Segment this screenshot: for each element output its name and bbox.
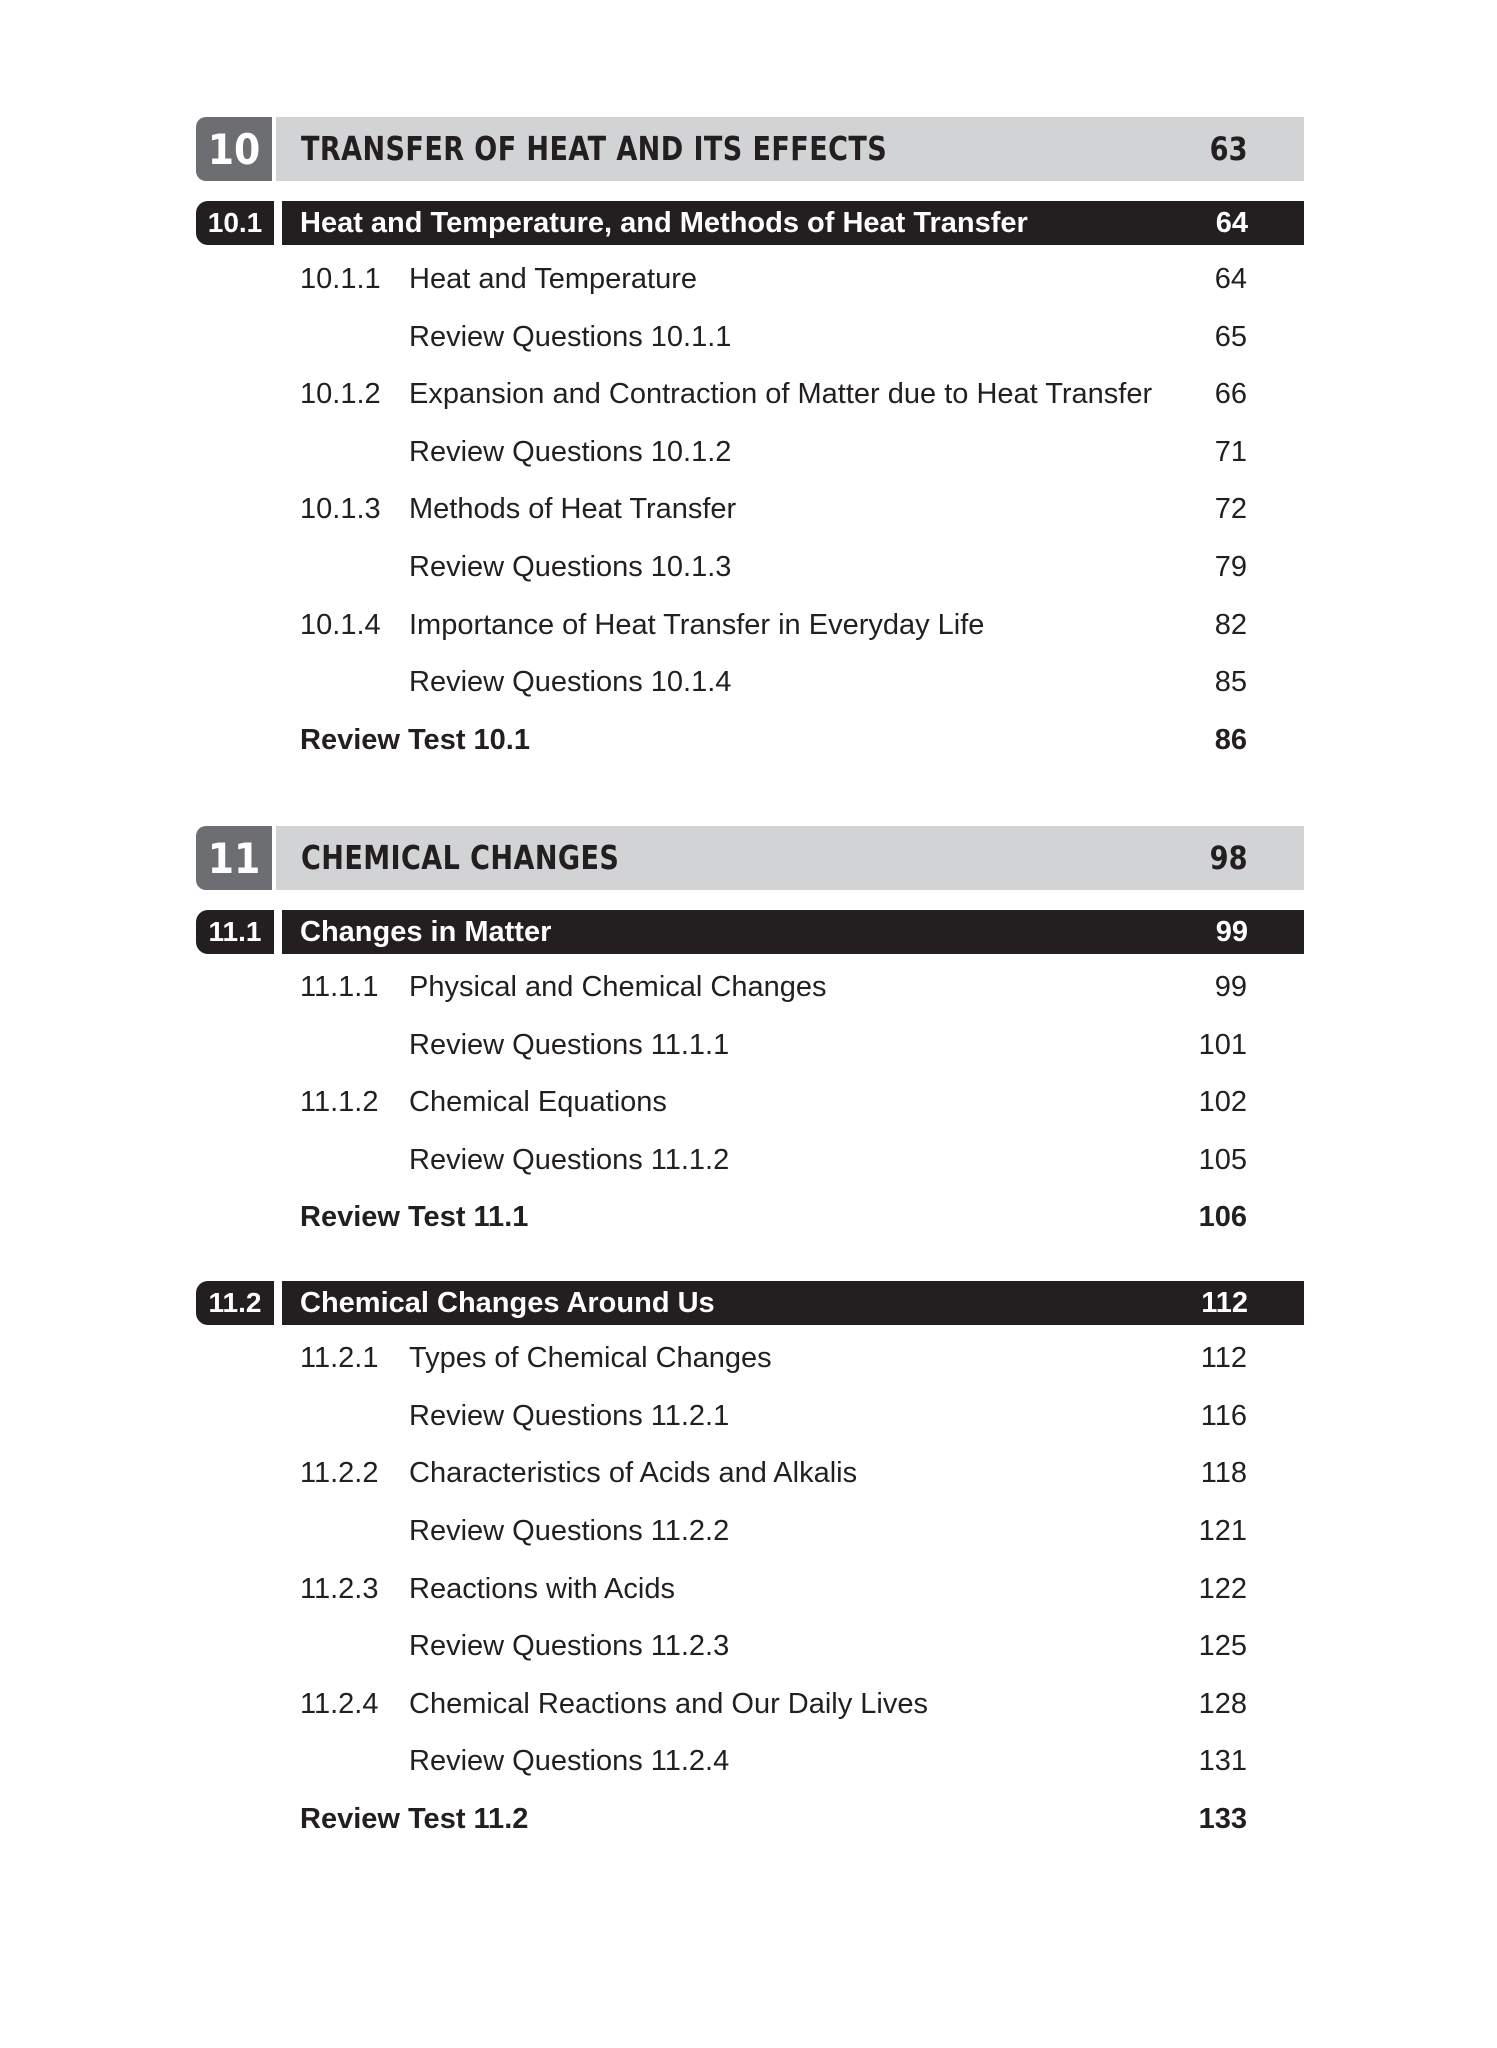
toc-review-entry bbox=[0, 317, 1497, 357]
section-number: 11.2 bbox=[196, 1281, 274, 1325]
entry-title: Chemical Equations bbox=[409, 1086, 667, 1118]
section-number: 10.1 bbox=[196, 201, 274, 245]
entry-number: 10.1.2 bbox=[300, 378, 381, 410]
entry-title: Review Questions 11.2.1 bbox=[409, 1400, 730, 1432]
entry-page: 122 bbox=[1198, 1573, 1247, 1605]
toc-entry bbox=[0, 489, 1497, 529]
toc-entry bbox=[0, 1338, 1497, 1378]
chapter-page: 98 bbox=[1210, 839, 1248, 877]
entry-number: 11.2.4 bbox=[300, 1688, 379, 1720]
entry-number: 11.2.3 bbox=[300, 1573, 379, 1605]
entry-title: Types of Chemical Changes bbox=[409, 1342, 772, 1374]
section-header bbox=[196, 1281, 1304, 1325]
toc-review-test bbox=[0, 1799, 1497, 1839]
entry-title: Review Questions 10.1.1 bbox=[409, 321, 732, 353]
entry-title: Methods of Heat Transfer bbox=[409, 493, 737, 525]
chapter-title: CHEMICAL CHANGES bbox=[301, 838, 620, 877]
entry-page: 79 bbox=[1214, 551, 1247, 583]
entry-title: Review Questions 10.1.4 bbox=[409, 666, 732, 698]
toc-review-entry bbox=[0, 662, 1497, 702]
section-title: Heat and Temperature, and Methods of Heat Transfer bbox=[300, 207, 1028, 239]
toc-entry bbox=[0, 259, 1497, 299]
entry-page: 72 bbox=[1214, 493, 1247, 525]
toc-entry bbox=[0, 967, 1497, 1007]
entry-page: 85 bbox=[1214, 666, 1247, 698]
entry-title: Review Questions 10.1.2 bbox=[409, 436, 732, 468]
entry-page: 125 bbox=[1198, 1630, 1247, 1662]
entry-page: 99 bbox=[1214, 971, 1247, 1003]
section-page: 99 bbox=[1215, 916, 1248, 948]
entry-page: 102 bbox=[1198, 1086, 1247, 1118]
entry-title: Heat and Temperature bbox=[409, 263, 698, 295]
entry-page: 128 bbox=[1198, 1688, 1247, 1720]
entry-page: 105 bbox=[1198, 1144, 1247, 1176]
toc-entry bbox=[0, 1569, 1497, 1609]
entry-number: 10.1.4 bbox=[300, 609, 381, 641]
toc-entry bbox=[0, 605, 1497, 645]
entry-page: 112 bbox=[1200, 1342, 1247, 1374]
toc-review-entry bbox=[0, 432, 1497, 472]
entry-title: Review Questions 11.1.1 bbox=[409, 1029, 730, 1061]
entry-title: Importance of Heat Transfer in Everyday Life bbox=[409, 609, 985, 641]
entry-number: 11.2.1 bbox=[300, 1342, 379, 1374]
chapter-number: 11 bbox=[196, 826, 272, 890]
toc-review-entry bbox=[0, 1626, 1497, 1666]
entry-title: Reactions with Acids bbox=[409, 1573, 675, 1605]
entry-page: 65 bbox=[1214, 321, 1247, 353]
review-test-title: Review Test 10.1 bbox=[300, 724, 530, 756]
section-page: 112 bbox=[1201, 1287, 1248, 1319]
entry-title: Characteristics of Acids and Alkalis bbox=[409, 1457, 858, 1489]
entry-page: 131 bbox=[1198, 1745, 1247, 1777]
toc-review-test bbox=[0, 720, 1497, 760]
review-test-page: 106 bbox=[1198, 1201, 1247, 1233]
section-title: Changes in Matter bbox=[300, 916, 552, 948]
entry-page: 71 bbox=[1214, 436, 1247, 468]
toc-review-entry bbox=[0, 1741, 1497, 1781]
entry-page: 82 bbox=[1214, 609, 1247, 641]
review-test-title: Review Test 11.1 bbox=[300, 1201, 529, 1233]
entry-title: Physical and Chemical Changes bbox=[409, 971, 827, 1003]
chapter-header bbox=[196, 117, 1304, 181]
toc-review-test bbox=[0, 1197, 1497, 1237]
entry-page: 118 bbox=[1200, 1457, 1247, 1489]
entry-number: 10.1.3 bbox=[300, 493, 381, 525]
toc-entry bbox=[0, 1684, 1497, 1724]
entry-title: Review Questions 11.2.3 bbox=[409, 1630, 730, 1662]
entry-title: Review Questions 10.1.3 bbox=[409, 551, 732, 583]
entry-title: Chemical Reactions and Our Daily Lives bbox=[409, 1688, 928, 1720]
review-test-page: 86 bbox=[1214, 724, 1247, 756]
entry-page: 116 bbox=[1200, 1400, 1247, 1432]
section-header bbox=[196, 201, 1304, 245]
toc-review-entry bbox=[0, 1396, 1497, 1436]
entry-title: Expansion and Contraction of Matter due to Heat Transfer bbox=[409, 378, 1153, 410]
entry-number: 11.1.2 bbox=[300, 1086, 379, 1118]
chapter-number: 10 bbox=[196, 117, 272, 181]
toc-entry bbox=[0, 1453, 1497, 1493]
chapter-page: 63 bbox=[1210, 130, 1248, 168]
review-test-page: 133 bbox=[1198, 1803, 1247, 1835]
entry-title: Review Questions 11.1.2 bbox=[409, 1144, 730, 1176]
review-test-title: Review Test 11.2 bbox=[300, 1803, 529, 1835]
entry-number: 11.1.1 bbox=[300, 971, 379, 1003]
toc-review-entry bbox=[0, 1025, 1497, 1065]
entry-number: 10.1.1 bbox=[300, 263, 381, 295]
chapter-title: TRANSFER OF HEAT AND ITS EFFECTS bbox=[301, 129, 888, 168]
section-number: 11.1 bbox=[196, 910, 274, 954]
section-title: Chemical Changes Around Us bbox=[300, 1287, 715, 1319]
chapter-header bbox=[196, 826, 1304, 890]
entry-page: 66 bbox=[1214, 378, 1247, 410]
entry-page: 64 bbox=[1214, 263, 1247, 295]
section-header bbox=[196, 910, 1304, 954]
toc-entry bbox=[0, 1082, 1497, 1122]
entry-page: 121 bbox=[1198, 1515, 1247, 1547]
entry-number: 11.2.2 bbox=[300, 1457, 379, 1489]
toc-review-entry bbox=[0, 1140, 1497, 1180]
toc-review-entry bbox=[0, 1511, 1497, 1551]
section-page: 64 bbox=[1215, 207, 1248, 239]
entry-title: Review Questions 11.2.2 bbox=[409, 1515, 730, 1547]
entry-page: 101 bbox=[1198, 1029, 1247, 1061]
toc-review-entry bbox=[0, 547, 1497, 587]
entry-title: Review Questions 11.2.4 bbox=[409, 1745, 730, 1777]
toc-entry bbox=[0, 374, 1497, 414]
